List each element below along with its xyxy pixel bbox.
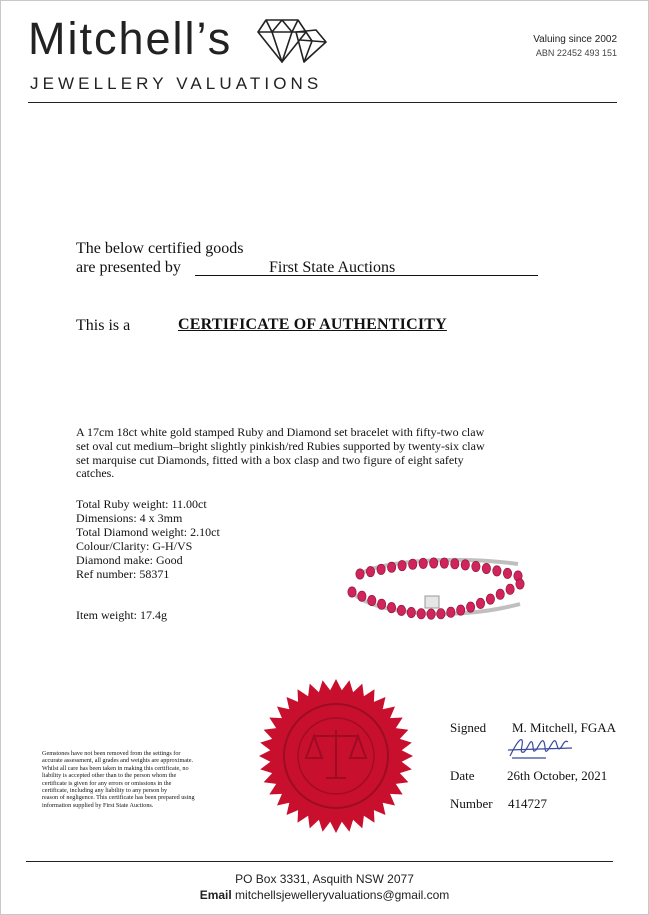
item-weight: Item weight: 17.4g	[76, 608, 167, 622]
ruby-stone	[356, 569, 364, 579]
ruby-stone	[476, 598, 484, 608]
ruby-stone	[440, 558, 448, 568]
ref-number: Ref number: 58371	[76, 567, 170, 581]
presenter-field	[195, 259, 538, 276]
diamond-icon	[256, 18, 328, 68]
disclaimer-line: liability is accepted other than to the person whom the	[42, 772, 177, 780]
ruby-stone	[506, 584, 514, 594]
disclaimer	[42, 750, 242, 809]
ruby-stone	[457, 605, 465, 615]
ruby-stone	[409, 559, 417, 569]
presenter-name: First State Auctions	[269, 259, 396, 276]
ruby-stone	[437, 609, 445, 619]
email-value[interactable]: mitchellsjewelleryvaluations@gmail.com	[235, 888, 450, 902]
ruby-stone	[461, 560, 469, 570]
header-divider	[28, 102, 617, 103]
diamond-weight: Total Diamond weight: 2.10ct	[76, 525, 220, 539]
diamond-make: Diamond make: Good	[76, 553, 183, 567]
disclaimer-line: certificate, including any liability to any person by	[42, 787, 168, 795]
ruby-stone	[377, 564, 385, 574]
bracelet-photo	[342, 552, 527, 630]
description-line: catches.	[76, 466, 115, 481]
ruby-stone	[358, 591, 366, 601]
brand-tagline: JEWELLERY VALUATIONS	[30, 74, 323, 93]
signed-label: Signed	[450, 720, 487, 735]
footer-divider	[26, 861, 613, 862]
seal-icon	[258, 678, 414, 834]
ruby-stone	[516, 579, 524, 589]
brand-name: Mitchell’s	[28, 13, 233, 64]
since-text: Valuing since 2002	[533, 34, 617, 45]
item-description	[76, 426, 556, 481]
disclaimer-line: certificate is given for any errors or omissions in the	[42, 779, 172, 787]
ruby-stone	[472, 561, 480, 571]
ruby-stone	[451, 559, 459, 569]
ruby-stone	[397, 605, 405, 615]
date-value: 26th October, 2021	[507, 768, 608, 783]
ruby-stone	[407, 607, 415, 617]
this-is-label: This is a	[76, 317, 131, 334]
ruby-stone	[482, 563, 490, 573]
ruby-stone	[503, 568, 511, 578]
disclaimer-line: Whilst all care has been taken in making this certificate, no	[42, 764, 189, 772]
signed-value: M. Mitchell, FGAA	[512, 720, 616, 735]
number-value: 414727	[508, 796, 547, 811]
footer-address: PO Box 3331, Asquith NSW 2077	[235, 872, 414, 886]
ruby-stone	[496, 589, 504, 599]
disclaimer-line: Gemstones have not been removed from the settings for	[42, 750, 181, 757]
description-line: A 17cm 18ct white gold stamped Ruby and Diamond set bracelet with fifty-two claw	[76, 425, 485, 439]
ruby-stone	[387, 602, 395, 612]
disclaimer-line: reason of negligence. This certificate has been prepared using	[42, 794, 195, 802]
date-label: Date	[450, 768, 475, 783]
number-label: Number	[450, 796, 493, 811]
disclaimer-line: accurate assessment, all grades and weights are approximate.	[42, 757, 194, 765]
dimensions: Dimensions: 4 x 3mm	[76, 511, 183, 525]
ruby-stone	[419, 558, 427, 568]
description-line: set marquise cut Diamonds, fitted with a box clasp and two figure of eight safety	[76, 452, 464, 467]
email-label: Email	[199, 888, 232, 902]
certificate-title: CERTIFICATE OF AUTHENTICITY	[178, 316, 447, 333]
description-line: set oval cut medium–bright slightly pinkish/red Rubies supported by twenty-six claw	[76, 438, 485, 453]
colour-clarity: Colour/Clarity: G-H/VS	[76, 539, 193, 553]
intro-line-1: The below certified goods	[76, 240, 244, 257]
disclaimer-line: information supplied by First State Auctions.	[42, 801, 154, 809]
ruby-stone	[427, 609, 435, 619]
ruby-stone	[417, 609, 425, 619]
ruby-stone	[486, 594, 494, 604]
ruby-stone	[430, 558, 438, 568]
ruby-stone	[493, 566, 501, 576]
ruby-stone	[387, 562, 395, 572]
intro-line-2: are presented by	[76, 259, 181, 276]
ruby-stone	[348, 587, 356, 597]
ruby-stone	[368, 595, 376, 605]
ruby-weight: Total Ruby weight: 11.00ct	[76, 497, 207, 511]
handwritten-signature	[506, 734, 576, 760]
ruby-stone	[466, 602, 474, 612]
ruby-stone	[447, 607, 455, 617]
footer-email	[0, 888, 649, 902]
ruby-stone	[377, 599, 385, 609]
ruby-stone	[366, 566, 374, 576]
abn-text: ABN 22452 493 151	[535, 48, 617, 58]
ruby-stone	[398, 560, 406, 570]
